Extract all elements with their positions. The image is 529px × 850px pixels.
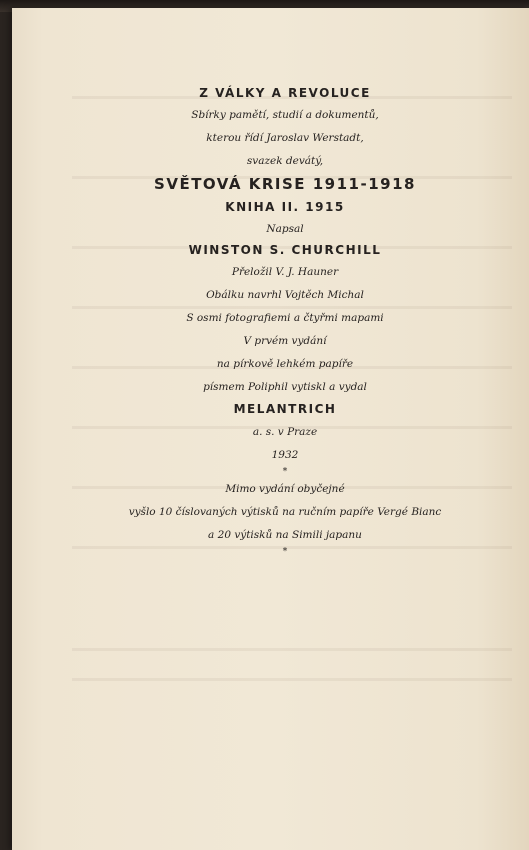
bleed-through — [72, 678, 512, 681]
book-title: SVĚTOVÁ KRISE 1911-1918 — [154, 175, 416, 193]
editor-line: kterou řídí Jaroslav Werstadt, — [206, 132, 364, 144]
wrote-label: Napsal — [266, 223, 304, 235]
series-description: Sbírky pamětí, studií a dokumentů, — [191, 109, 379, 121]
translator-line: Přeložil V. J. Hauner — [231, 266, 339, 278]
separator-star: * — [282, 467, 288, 477]
edition-line: V prvém vydání — [243, 335, 327, 347]
special-edition-simili: a 20 výtisků na Simili japanu — [208, 529, 362, 541]
colophon — [70, 80, 500, 557]
special-edition-intro: Mimo vydání obyčejné — [225, 483, 345, 495]
publisher-name: MELANTRICH — [233, 402, 337, 416]
bleed-through — [72, 648, 512, 651]
cover-design-line: Obálku navrhl Vojtěch Michal — [206, 289, 364, 301]
typeface-line: písmem Poliphil vytiskl a vydal — [203, 381, 367, 393]
series-title: Z VÁLKY A REVOLUCE — [199, 86, 371, 100]
special-edition-numbered: vyšlo 10 číslovaných výtisků na ručním papíře Vergé Bianc — [128, 506, 442, 518]
author-name: WINSTON S. CHURCHILL — [188, 243, 382, 257]
illustrations-line: S osmi fotografiemi a čtyřmi mapami — [186, 312, 384, 324]
book-part: KNIHA II. 1915 — [225, 200, 345, 214]
separator-star: * — [282, 547, 288, 557]
company-line: a. s. v Praze — [252, 426, 318, 438]
volume-line: svazek devátý, — [246, 155, 324, 167]
year-line: 1932 — [271, 449, 299, 461]
paper-line: na pírkově lehkém papíře — [216, 358, 354, 370]
